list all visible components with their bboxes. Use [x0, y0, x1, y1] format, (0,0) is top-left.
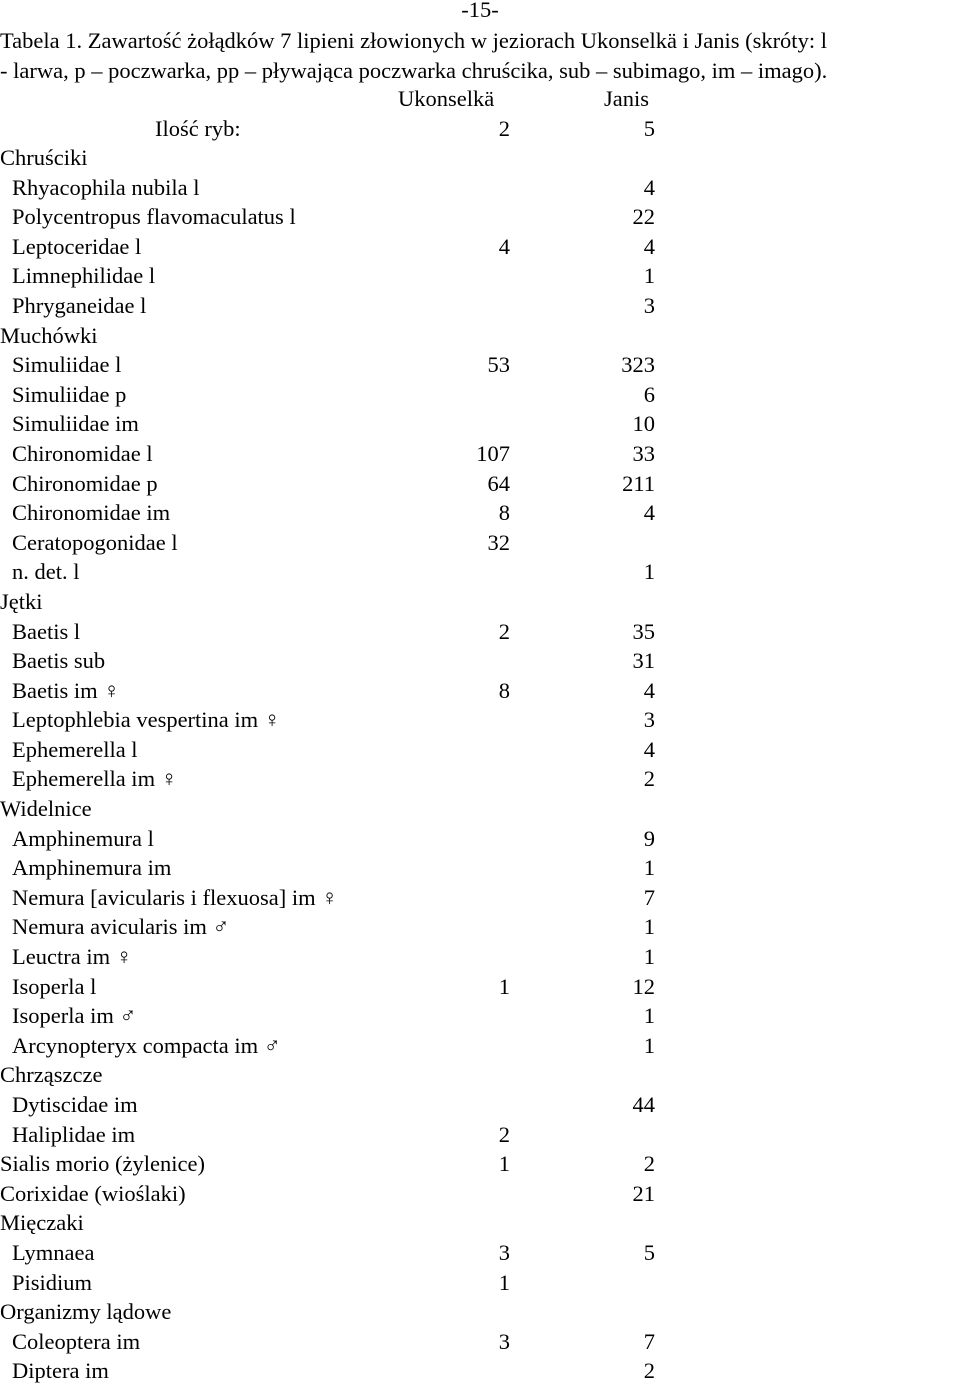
count-janis: 4	[643, 233, 655, 259]
table-row	[0, 232, 960, 262]
taxon-name: Rhyacophila nubila l	[12, 174, 200, 200]
category-row	[0, 1060, 960, 1090]
count-janis: 2	[643, 1358, 655, 1384]
taxon-name: Dytiscidae im	[12, 1092, 138, 1117]
taxon-name: n. det. l	[12, 559, 80, 585]
table-row	[0, 261, 960, 291]
taxon-name: Leptophlebia vespertina im ♀	[12, 707, 281, 733]
count-janis: 2	[643, 766, 655, 792]
table-row	[0, 439, 960, 469]
count-janis: 4	[643, 736, 655, 762]
count-ukonselka: 107	[476, 440, 510, 466]
count-ukonselka: 64	[487, 470, 510, 496]
count-janis: 3	[643, 707, 655, 733]
table-row	[0, 676, 960, 706]
taxon-name: Nemura [avicularis i flexuosa] im ♀	[12, 884, 339, 910]
table-row	[0, 735, 960, 765]
count-janis: 44	[632, 1092, 655, 1117]
taxon-name: Baetis sub	[12, 648, 106, 674]
taxon-name: Chironomidae l	[12, 440, 153, 466]
table-row	[0, 912, 960, 942]
taxon-name: Isoperla l	[12, 973, 97, 999]
table-row	[0, 705, 960, 735]
taxon-name: Ceratopogonidae l	[12, 529, 178, 555]
table-row	[0, 173, 960, 203]
count-ukonselka: 2	[498, 618, 510, 644]
count-ukonselka: 1	[498, 1269, 510, 1295]
table-row	[0, 469, 960, 499]
count-ukonselka: 3	[498, 1239, 510, 1265]
table-row	[0, 1268, 960, 1298]
table-row	[0, 646, 960, 676]
column-header-janis: Janis	[604, 86, 649, 111]
table-row	[0, 824, 960, 854]
count-janis: 1	[643, 855, 655, 881]
taxon-name: Baetis im ♀	[12, 677, 121, 703]
count-janis: 9	[643, 825, 655, 851]
count-janis: 4	[643, 500, 655, 526]
table-row	[0, 764, 960, 794]
table-row	[0, 1031, 960, 1061]
taxon-name: Diptera im	[12, 1358, 109, 1384]
count-janis: 211	[622, 470, 655, 496]
category-row	[0, 1149, 960, 1179]
category-row	[0, 1179, 960, 1209]
count-janis: 1	[643, 559, 655, 585]
table-row	[0, 291, 960, 321]
taxon-name: Widelnice	[0, 796, 92, 822]
taxon-name: Sialis morio (żylenice)	[0, 1151, 205, 1177]
taxon-name: Organizmy lądowe	[0, 1299, 172, 1325]
fish-count-janis: 5	[643, 116, 655, 141]
table-row	[0, 557, 960, 587]
taxon-name: Muchówki	[0, 322, 98, 348]
count-ukonselka: 4	[498, 233, 510, 259]
fish-count-label: Ilość ryb:	[155, 116, 241, 141]
count-ukonselka: 1	[498, 1151, 510, 1177]
count-janis: 35	[632, 618, 655, 644]
table-row	[0, 409, 960, 439]
taxon-name: Amphinemura l	[12, 825, 154, 851]
count-ukonselka: 1	[498, 973, 510, 999]
category-row	[0, 587, 960, 617]
taxon-name: Baetis l	[12, 618, 81, 644]
count-ukonselka: 8	[498, 677, 510, 703]
taxon-name: Mięczaki	[0, 1210, 84, 1236]
table-row	[0, 498, 960, 528]
taxon-name: Nemura avicularis im ♂	[12, 914, 230, 940]
column-header-ukonselka: Ukonselkä	[398, 86, 495, 111]
taxon-name: Arcynopteryx compacta im ♂	[12, 1032, 281, 1058]
table-row	[0, 883, 960, 913]
count-ukonselka: 3	[498, 1328, 510, 1354]
taxon-name: Ephemerella l	[12, 736, 138, 762]
category-row	[0, 1208, 960, 1238]
taxon-name: Jętki	[0, 588, 43, 614]
taxon-name: Haliplidae im	[12, 1121, 136, 1147]
taxon-name: Chrząszcze	[0, 1062, 103, 1088]
table-row	[0, 1238, 960, 1268]
count-ukonselka: 53	[487, 352, 510, 378]
count-janis: 2	[643, 1151, 655, 1177]
count-janis: 22	[632, 204, 655, 230]
count-janis: 7	[643, 884, 655, 910]
table-row	[0, 1120, 960, 1150]
taxon-name: Leptoceridae l	[12, 233, 142, 259]
table-row	[0, 350, 960, 380]
taxon-name: Simuliidae im	[12, 411, 139, 437]
table-row	[0, 1090, 960, 1120]
category-row	[0, 321, 960, 351]
table-caption	[0, 26, 960, 86]
taxon-name: Pisidium	[12, 1269, 93, 1295]
taxon-name: Limnephilidae l	[12, 263, 156, 289]
table-row	[0, 853, 960, 883]
count-janis: 323	[621, 352, 655, 378]
taxon-name: Simuliidae l	[12, 352, 122, 378]
taxon-name: Chironomidae im	[12, 500, 171, 526]
count-janis: 5	[643, 1239, 655, 1265]
count-janis: 1	[643, 914, 655, 940]
count-janis: 1	[643, 1032, 655, 1058]
category-row	[0, 143, 960, 173]
table-row	[0, 1001, 960, 1031]
table-row	[0, 942, 960, 972]
fish-count-ukonselka: 2	[498, 116, 510, 141]
count-janis: 21	[632, 1180, 655, 1206]
count-janis: 3	[643, 292, 655, 318]
count-ukonselka: 32	[487, 529, 510, 555]
taxon-name: Chironomidae p	[12, 470, 158, 496]
taxon-name: Amphinemura im	[12, 855, 172, 881]
count-janis: 31	[632, 648, 655, 674]
count-janis: 33	[632, 440, 655, 466]
count-janis: 10	[632, 411, 655, 437]
count-ukonselka: 2	[498, 1121, 510, 1147]
page-number: -15-	[461, 0, 499, 22]
count-janis: 7	[643, 1328, 655, 1354]
taxon-name: Coleoptera im	[12, 1328, 141, 1354]
count-janis: 1	[643, 944, 655, 970]
table-row	[0, 202, 960, 232]
taxon-name: Leuctra im ♀	[12, 944, 133, 970]
fish-count-row	[0, 114, 960, 144]
count-janis: 4	[643, 174, 655, 200]
category-row	[0, 1297, 960, 1327]
category-row	[0, 794, 960, 824]
count-janis: 4	[643, 677, 655, 703]
taxon-name: Phryganeidae l	[12, 292, 147, 318]
count-janis: 12	[632, 973, 655, 999]
count-janis: 6	[643, 381, 655, 407]
table-row	[0, 617, 960, 647]
caption-line-2: - larwa, p – poczwarka, pp – pływająca poczwarka chruścika, sub – subimago, im – imago).	[0, 58, 828, 83]
taxon-name: Lymnaea	[12, 1239, 95, 1265]
count-janis: 1	[643, 1003, 655, 1029]
table-row	[0, 1327, 960, 1357]
table-row	[0, 380, 960, 410]
table-row	[0, 528, 960, 558]
taxon-name: Polycentropus flavomaculatus l	[12, 204, 296, 230]
taxon-name: Chruściki	[0, 145, 88, 170]
taxon-name: Simuliidae p	[12, 381, 127, 407]
caption-line-1: Tabela 1. Zawartość żołądków 7 lipieni złowionych w jeziorach Ukonselkä i Janis (skróty: l	[0, 28, 827, 53]
stomach-contents-table	[0, 143, 960, 1386]
count-janis: 1	[643, 263, 655, 289]
taxon-name: Ephemerella im ♀	[12, 766, 178, 792]
table-row	[0, 1356, 960, 1386]
taxon-name: Isoperla im ♂	[12, 1003, 137, 1029]
count-ukonselka: 8	[498, 500, 510, 526]
table-row	[0, 972, 960, 1002]
taxon-name: Corixidae (wioślaki)	[0, 1180, 186, 1206]
